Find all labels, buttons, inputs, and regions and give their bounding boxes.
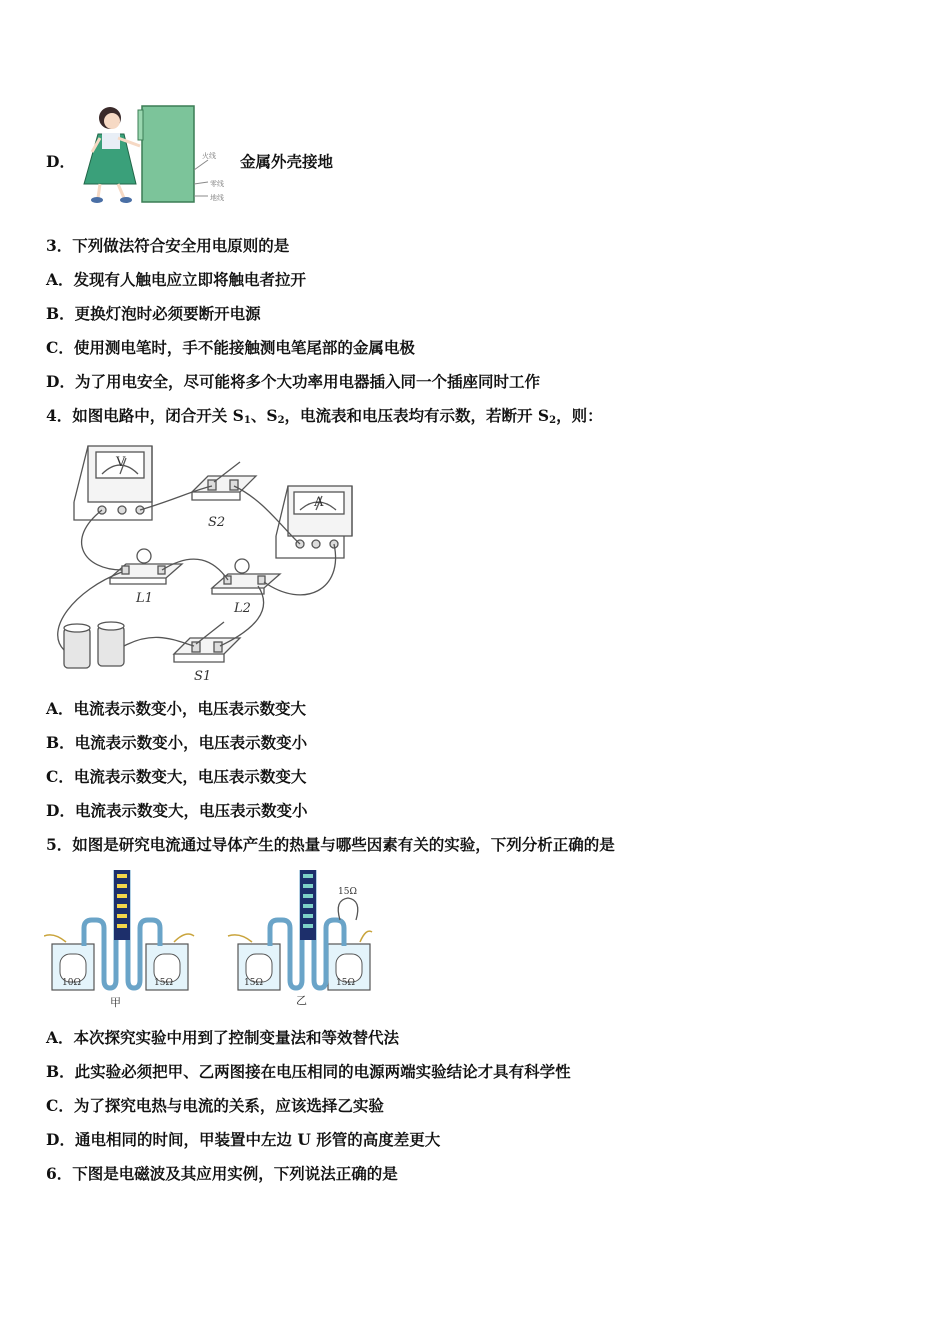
q4-stem [46,406,603,431]
s2-label: S2 [208,515,226,530]
option-text: 此实验必须把甲、乙两图接在电压相同的电源两端实验结论才具有科学性 [74,1062,571,1081]
q4-stem-part: 、S [250,406,278,425]
q3-stem: 3．下列做法符合安全用电原则的是 [46,236,290,255]
switch-s1-shape [174,622,240,662]
neutral-wire [194,182,208,184]
q4-stem-part: ，则： [556,406,603,425]
label-jia: 甲 [110,996,121,1009]
q4-stem-part: 4．如图电路中，闭合开关 S [46,406,244,425]
l2-label: L2 [234,601,251,616]
q2-option-d-text: 金属外壳接地 [240,152,334,171]
resistor-label: 15Ω [336,978,355,988]
q4-option-c [46,767,306,787]
q3-option-b [46,304,261,324]
label-live: 火线 [202,152,216,160]
option-letter: C． [46,338,74,357]
option-letter: D． [46,801,75,820]
option-letter: C． [46,1096,74,1115]
option-letter: A． [46,270,74,289]
q4-stem-sub: 1 [243,415,251,426]
q2-figure-grounding [78,100,238,208]
q3-option-d [46,372,540,392]
wire [264,544,336,595]
resistor-label: 15Ω [244,978,263,988]
option-letter: D． [46,152,75,171]
q5-figure-heating [44,870,374,1010]
option-text: 电流表示数变小，电压表示数变小 [74,733,308,752]
fridge-handle [138,110,143,140]
q5-option-c [46,1096,384,1116]
wire [220,586,264,646]
option-text: 为了探究电热与电流的关系，应该选择乙实验 [73,1096,384,1115]
option-letter: A． [46,699,74,718]
option-text: 通电相同的时间，甲装置中左边 U 形管的高度差更大 [74,1130,441,1149]
q4-option-a [46,699,306,719]
girl-figure [84,107,140,203]
q4-stem-sub: 2 [549,415,557,426]
option-letter: C． [46,767,74,786]
option-text: 电流表示数变大，电压表示数变小 [74,801,308,820]
q5-option-b [46,1062,571,1082]
voltmeter-label: V [116,455,126,470]
q3-option-c [46,338,415,358]
bulb-l1-shape [110,549,182,584]
q5-stem: 5．如图是研究电流通过导体产生的热量与哪些因素有关的实验，下列分析正确的是 [46,835,615,854]
q4-option-b [46,733,307,753]
option-letter: D． [46,372,75,391]
live-wire [194,160,208,170]
resistor-label: 15Ω [338,887,357,897]
voltmeter-shape [74,446,152,520]
option-text: 发现有人触电应立即将触电者拉开 [73,270,307,289]
option-text: 为了用电安全，尽可能将多个大功率用电器插入同一个插座同时工作 [74,372,540,391]
q5-option-a [46,1028,399,1048]
option-text: 更换灯泡时必须要断开电源 [74,304,261,323]
refrigerator-shape [142,106,194,202]
label-yi: 乙 [296,994,307,1007]
battery-shape [64,622,124,668]
option-text: 电流表示数变大，电压表示数变大 [73,767,307,786]
option-letter: B． [46,304,75,323]
ammeter-label: A [314,495,324,510]
q4-stem-part: ，电流表和电压表均有示数，若断开 S [284,406,550,425]
option-text: 电流表示数变小，电压表示数变大 [73,699,307,718]
q6-stem: 6．下图是电磁波及其应用实例，下列说法正确的是 [46,1164,398,1183]
option-text: 本次探究实验中用到了控制变量法和等效替代法 [73,1028,400,1047]
q4-stem-sub: 2 [277,415,285,426]
bulb-l2-shape [212,559,280,594]
switch-s2-shape [192,462,256,500]
s1-label: S1 [194,669,212,684]
option-text: 使用测电笔时，手不能接触测电笔尾部的金属电极 [73,338,415,357]
option-letter: B． [46,1062,75,1081]
q2-option-d [46,152,75,172]
option-letter: A． [46,1028,74,1047]
option-letter: B． [46,733,75,752]
q3-option-a [46,270,306,290]
q5-option-d [46,1130,440,1150]
option-letter: D． [46,1130,75,1149]
label-neutral: 零线 [210,180,224,188]
q4-circuit-figure [44,440,366,684]
apparatus-jia [44,870,194,990]
resistor-label: 10Ω [62,978,81,988]
q4-option-d [46,801,307,821]
label-ground: 地线 [210,194,224,202]
resistor-label: 15Ω [154,978,173,988]
wire [82,510,122,570]
l1-label: L1 [136,591,153,606]
